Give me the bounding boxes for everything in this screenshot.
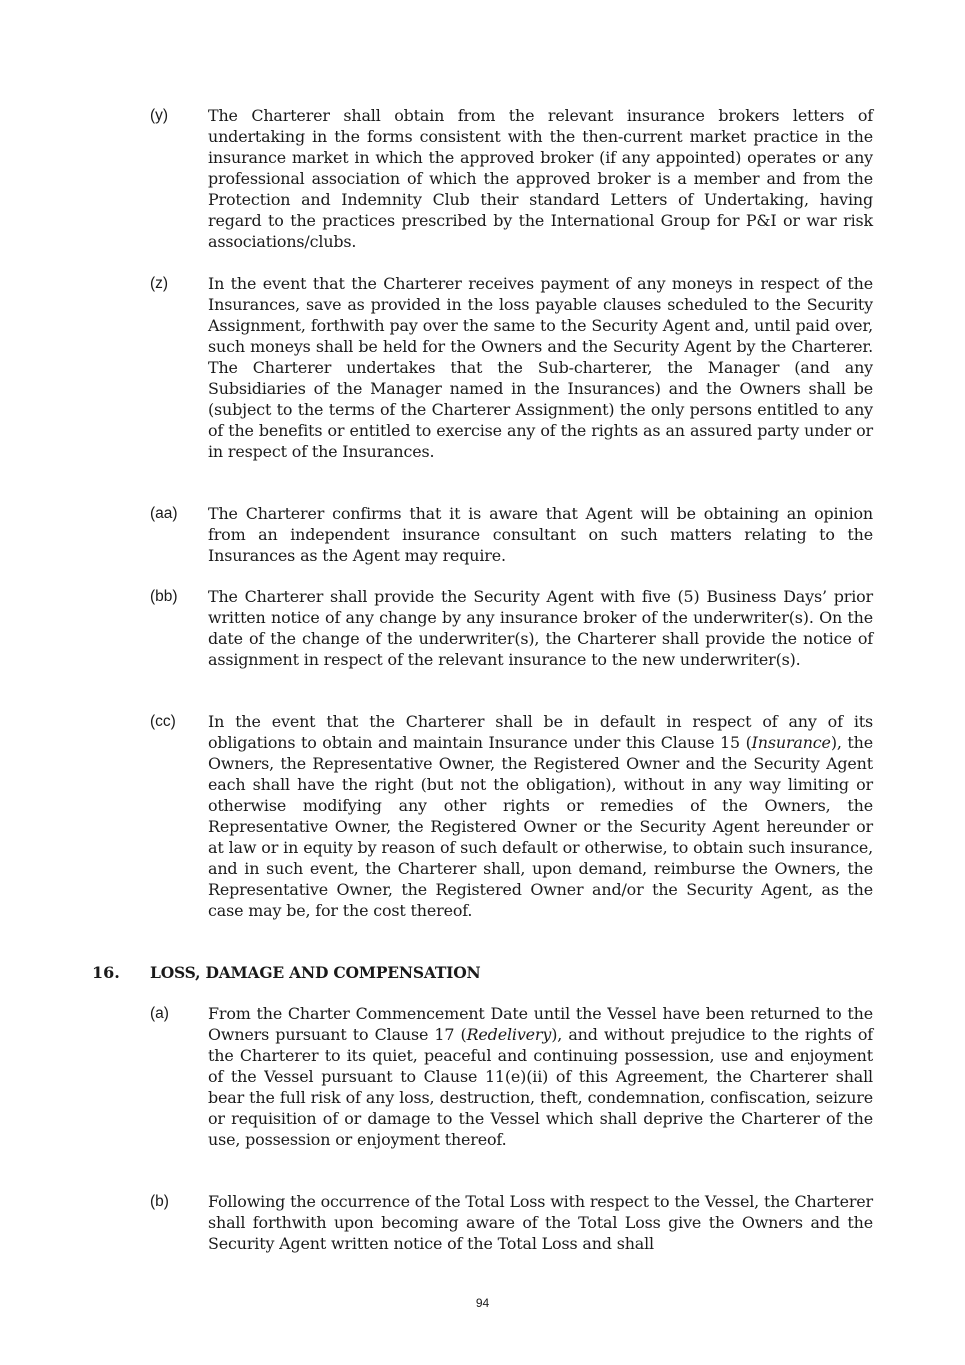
clause-a (150, 1003, 873, 1150)
section-number: 16. (92, 963, 120, 982)
clause-text (208, 1003, 873, 1150)
clause-text: The Charterer confirms that it is aware that Agent will be obtaining an opinion from an independent insurance consultant on such matters relating to the Insurances as the Agent may require. (208, 504, 873, 565)
clause-text: The Charterer shall provide the Security Agent with five (5) Business Days’ prior written notice of any change by any insurance broker of the underwriter(s). On the date of the change of the underwriter(s), the Charterer shall provide the notice of assignment in respect of the relevant insurance to the new underwriter(s). (208, 587, 873, 669)
clause-marker: (aa) (150, 505, 178, 522)
clause-bb (150, 586, 873, 670)
clause-y (150, 105, 873, 252)
clause-text: The Charterer shall obtain from the relevant insurance brokers letters of undertaking in the forms consistent with the then-current market practice in the insurance market in which the approved broker (if any appointed) operates or any professional association of which the approved broker is a member and from the Protection and Indemnity Club their standard Letters of Undertaking, having regard to the practices prescribed by the International Group for P&I or war risk associations/clubs. (208, 106, 873, 251)
clause-z (150, 273, 873, 462)
clause-text-part: From the Charter Commencement Date until the Vessel have been returned to the Owners pursuant to Clause 17 ( (208, 1004, 873, 1044)
clause-text: In the event that the Charterer receives payment of any moneys in respect of the Insurances, save as provided in the loss payable clauses scheduled to the Security Assignment, forthwith pay over the same to the Security Agent and, until paid over, such moneys shall be held for the Owners and the Security Agent by the Charterer. The Charterer undertakes that the Sub-charterer, the Manager (and any Subsidiaries of the Manager named in the Insurances) and the Owners shall be (subject to the terms of the Charterer Assignment) the only persons entitled to any of the benefits or entitled to exercise any of the rights as an assured party under or in respect of the Insurances. (208, 274, 873, 461)
clause-marker: (z) (150, 275, 169, 292)
clause-text (208, 711, 873, 921)
clause-cc (150, 711, 873, 921)
clause-marker: (y) (150, 107, 169, 124)
clause-italic-reference: Redelivery (466, 1025, 552, 1044)
clause-text-part: ), the Owners, the Representative Owner, the Registered Owner and the Security Agent each shall have the right (but not the obligation), without in any way limiting or otherwise modifying any other rights or remedies of the Owners, the Representative Owner, the Registered Owner or the Security Agent hereunder or at law or in equity by reason of such default or otherwise, to obtain such insurance, and in such event, the Charterer shall, upon demand, reimburse the Owners, the Representative Owner, the Registered Owner and/or the Security Agent, as the case may be, for the cost thereof. (208, 733, 873, 920)
clause-marker: (cc) (150, 713, 176, 730)
section-title: LOSS, DAMAGE AND COMPENSATION (150, 963, 481, 982)
clause-marker: (bb) (150, 588, 178, 605)
clause-italic-reference: Insurance (751, 733, 831, 752)
clause-text-part: ), and without prejudice to the rights of the Charterer to its quiet, peaceful and continuing possession, use and enjoyment of the Vessel pursuant to Clause 11(e)(ii) of this Agreement, the Charterer shall bear the full risk of any loss, destruction, theft, condemnation, confiscation, seizure or requisition of or damage to the Vessel which shall deprive the Charterer of the use, possession or enjoyment thereof. (208, 1025, 874, 1149)
clause-marker: (a) (150, 1005, 169, 1022)
page-number: 94 (475, 1296, 490, 1310)
clause-text-part: In the event that the Charterer shall be in default in respect of any of its obligations to obtain and maintain Insurance under this Clause 15 ( (208, 712, 873, 752)
section-heading (92, 962, 873, 983)
clause-marker: (b) (150, 1193, 169, 1210)
clause-text: Following the occurrence of the Total Loss with respect to the Vessel, the Charterer shall forthwith upon becoming aware of the Total Loss give the Owners and the Security Agent written notice of the Total Loss and shall (208, 1192, 873, 1253)
clause-aa (150, 503, 873, 566)
clause-b (150, 1191, 873, 1254)
